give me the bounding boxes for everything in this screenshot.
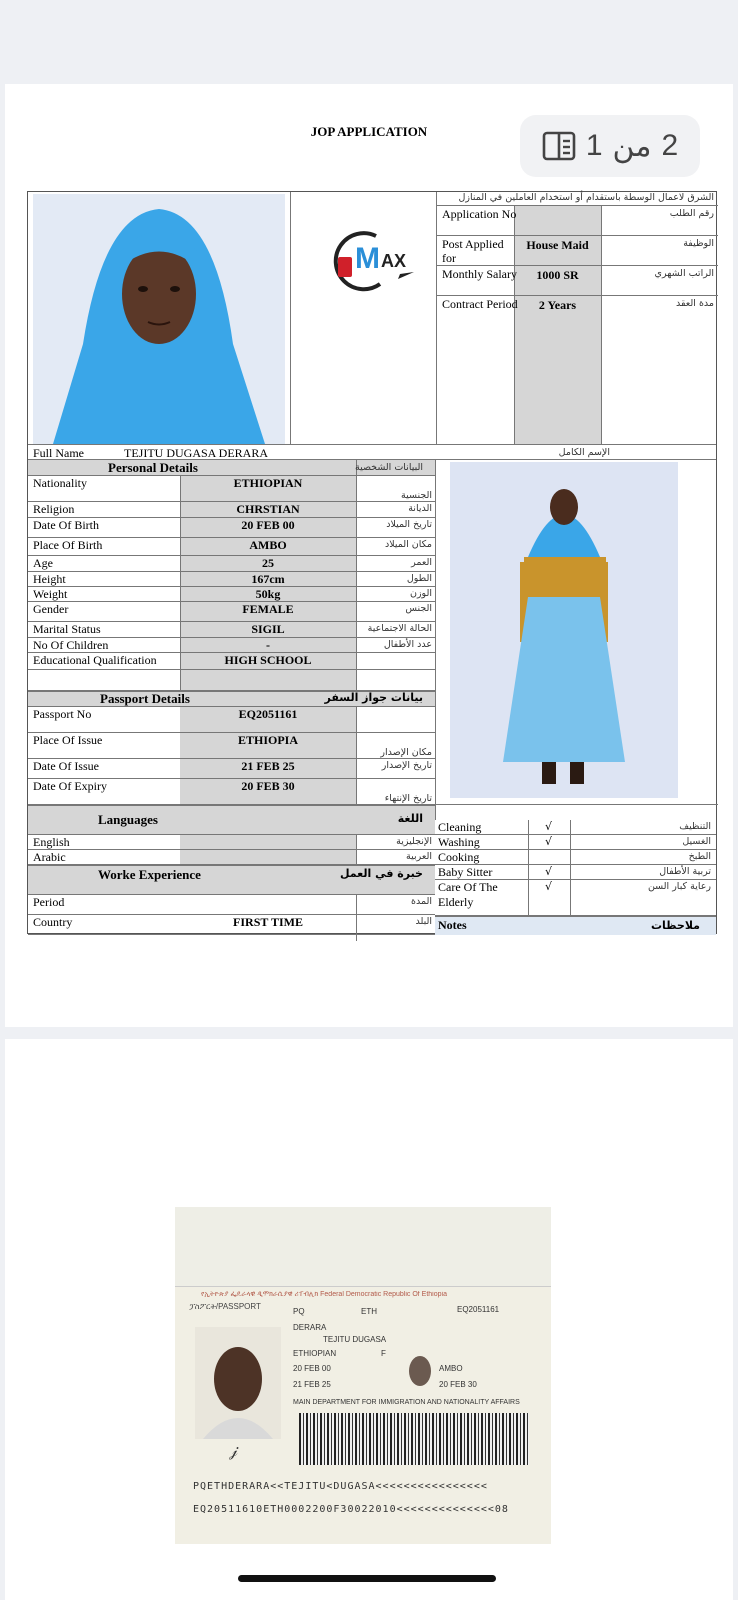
office-name: الشرق لاعمال الوسطة باستقدام أو استخدام العاملين في المنازل (436, 192, 718, 206)
personal-8-ar: الحالة الاجتماعية (367, 623, 432, 634)
logo-text: AX (381, 251, 407, 271)
skill-label: Care Of The Elderly (438, 880, 498, 909)
page-separator: من (612, 129, 652, 163)
personal-3-ar: مكان الميلاد (384, 539, 432, 550)
passport-details-header (28, 691, 435, 707)
passport-nationality: ETHIOPIAN (293, 1349, 337, 1358)
passport-2-row (28, 759, 435, 779)
full-name-value: TEJITU DUGASA DERARA (124, 446, 268, 460)
passport-1-row (28, 733, 435, 759)
languages-title: Languages (98, 812, 158, 827)
skill-check-icon: √ (545, 820, 553, 833)
passport-3-value: 20 FEB 30 (241, 779, 295, 793)
personal-0-value: ETHIOPIAN (233, 476, 303, 490)
personal-10-value: HIGH SCHOOL (224, 653, 312, 667)
personal-0-ar: الجنسية (401, 490, 432, 501)
personal-3-row (28, 538, 435, 556)
personal-5-value: 167cm (251, 572, 285, 586)
personal-5-row (28, 572, 435, 587)
skill-row-1 (435, 835, 716, 850)
passport-1-value: ETHIOPIA (237, 733, 298, 747)
page-total: 2 (661, 129, 679, 162)
passport-photo (195, 1327, 281, 1439)
passport-dob: 20 FEB 00 (293, 1364, 331, 1373)
experience-1-row (28, 915, 435, 935)
document-page-2 (5, 1039, 733, 1600)
experience-title-ar: خبرة في العمل (339, 867, 423, 880)
passport-0-ar (356, 708, 435, 721)
passport-barcode (299, 1413, 529, 1465)
skill-ar: رعاية كبار السن (647, 881, 711, 892)
salary-ar: الراتب الشهري (654, 268, 714, 279)
personal-9-row (28, 638, 435, 653)
skill-label: Washing (438, 835, 480, 849)
personal-3-value: AMBO (249, 538, 287, 552)
salary-row (436, 266, 718, 296)
skill-row-3 (435, 865, 716, 880)
contract-label: Contract Period (442, 297, 518, 311)
personal-1-ar: الديانة (408, 503, 432, 514)
salary-label: Monthly Salary (442, 267, 517, 281)
passport-pob: AMBO (439, 1364, 463, 1373)
personal-6-value: 50kg (255, 587, 281, 601)
mrz-line-1: PQETHDERARA<<TEJITU<DUGASA<<<<<<<<<<<<<<<< (193, 1481, 488, 1492)
passport-surname: DERARA (293, 1323, 327, 1332)
language-0-row (28, 835, 435, 850)
experience-0-ar: المدة (411, 896, 432, 907)
personal-1-row (28, 502, 435, 518)
personal-10-label: Educational Qualification (33, 653, 157, 667)
personal-4-ar: العمر (411, 557, 432, 568)
personal-details-title-ar: البيانات الشخصية (354, 462, 423, 473)
skill-check-icon: √ (545, 880, 553, 893)
personal-2-ar: تاريخ الميلاد (386, 519, 432, 530)
passport-1-ar: مكان الإصدار (380, 747, 432, 758)
passport-number: EQ2051161 (457, 1305, 500, 1314)
skill-check-icon: √ (545, 865, 553, 878)
personal-9-value: - (266, 638, 270, 652)
portrait-photo (33, 194, 285, 444)
passport-country-code: ETH (361, 1307, 377, 1316)
full-name-label: Full Name (33, 446, 84, 460)
personal-7-value: FEMALE (242, 602, 294, 616)
passport-ghost-photo (403, 1351, 437, 1397)
full-name-row (28, 444, 716, 460)
passport-0-value: EQ2051161 (238, 707, 298, 721)
experience-0-row (28, 895, 435, 915)
application-form (27, 191, 717, 934)
personal-spacer-row (28, 670, 435, 691)
personal-8-row (28, 622, 435, 638)
experience-1-value: FIRST TIME (233, 915, 303, 929)
personal-8-label: Marital Status (33, 622, 101, 636)
passport-1-label: Place Of Issue (33, 733, 103, 747)
experience-1-label: Country (33, 915, 73, 929)
passport-header: የኢትዮጵያ ፌዴራላዊ ዲሞክራሲያዊ ሪፐብሊክ Federal Democratic Republic Of Ethiopia (201, 1291, 447, 1298)
experience-1-ar: البلد (415, 916, 432, 927)
skill-label: Cleaning (438, 820, 482, 834)
passport-0-row (28, 707, 435, 733)
language-1-ar: العربية (406, 851, 432, 862)
notes-label: Notes (438, 918, 467, 932)
contract-value: 2 Years (538, 298, 577, 312)
passport-doc-label: ፓስፖርት/PASSPORT (189, 1302, 261, 1311)
passport-details-title: Passport Details (100, 691, 190, 706)
full-body-photo (450, 462, 678, 798)
passport-authority: MAIN DEPARTMENT FOR IMMIGRATION AND NATIONALITY AFFAIRS (293, 1399, 520, 1406)
personal-0-row (28, 476, 435, 502)
language-1-label: Arabic (33, 850, 66, 864)
post-ar: الوظيفة (683, 238, 714, 249)
passport-2-label: Date Of Issue (33, 759, 99, 773)
personal-1-value: CHRSTIAN (236, 502, 300, 516)
personal-2-value: 20 FEB 00 (241, 518, 295, 532)
logo-letter: M (355, 242, 380, 275)
home-indicator[interactable] (238, 1575, 496, 1582)
signature-icon: 𝒿 (229, 1443, 238, 1460)
skill-row-4 (435, 880, 716, 916)
post-row (436, 236, 718, 266)
personal-2-label: Date Of Birth (33, 518, 99, 532)
personal-6-label: Weight (33, 587, 68, 601)
page-layout-icon (542, 131, 576, 161)
passport-expiry-date: 20 FEB 30 (439, 1380, 477, 1389)
passport-sex: F (381, 1349, 386, 1358)
passport-scan (175, 1207, 551, 1544)
passport-2-value: 21 FEB 25 (241, 759, 295, 773)
contract-row (436, 296, 718, 326)
personal-4-value: 25 (262, 556, 274, 570)
personal-2-row (28, 518, 435, 538)
language-1-row (28, 850, 435, 865)
personal-7-label: Gender (33, 602, 69, 616)
skill-check-icon: √ (545, 835, 553, 848)
personal-details-header (28, 460, 435, 476)
skill-label: Baby Sitter (438, 865, 493, 879)
personal-9-ar: عدد الأطفال (383, 639, 432, 650)
application-no-ar: رقم الطلب (669, 208, 714, 219)
application-no-label: Application No (442, 207, 517, 221)
skill-ar: الغسيل (682, 836, 711, 847)
language-0-ar: الإنجليزية (396, 836, 432, 847)
application-no-row (436, 206, 718, 236)
personal-7-row (28, 602, 435, 622)
experience-header (28, 865, 435, 895)
passport-type: PQ (293, 1307, 305, 1316)
languages-header (28, 805, 435, 835)
experience-title: Worke Experience (98, 867, 201, 882)
passport-2-ar: تاريخ الإصدار (381, 760, 432, 771)
skill-ar: التنظيف (679, 821, 711, 832)
personal-9-label: No Of Children (33, 638, 109, 652)
page-current: 1 (585, 129, 603, 162)
passport-3-ar: تاريخ الإنتهاء (384, 793, 432, 804)
post-label: Post Applied for (442, 237, 504, 265)
experience-0-label: Period (33, 895, 65, 909)
notes-ar: ملاحظات (651, 919, 700, 932)
passport-3-label: Date Of Expiry (33, 779, 107, 793)
personal-details-title: Personal Details (108, 460, 198, 475)
passport-issue-date: 21 FEB 25 (293, 1380, 331, 1389)
full-name-ar: الإسم الكامل (558, 447, 610, 458)
skill-label: Cooking (438, 850, 480, 864)
personal-3-label: Place Of Birth (33, 538, 103, 552)
personal-10-row (28, 653, 435, 670)
mrz-line-2: EQ20511610ETH0002200F30022010<<<<<<<<<<<<<<08 (193, 1504, 509, 1515)
personal-4-label: Age (33, 556, 53, 570)
personal-6-ar: الوزن (409, 588, 432, 599)
skill-ar: الطبخ (688, 851, 711, 862)
notes-box (435, 916, 716, 935)
personal-1-label: Religion (33, 502, 75, 516)
page-counter[interactable] (520, 115, 700, 177)
contract-ar: مدة العقد (676, 298, 714, 309)
passport-given-names: TEJITU DUGASA (323, 1335, 387, 1344)
company-logo (324, 222, 420, 302)
document-page-1 (5, 84, 733, 1027)
skill-ar: تربية الأطفال (659, 866, 711, 877)
skill-row-0 (435, 820, 716, 835)
languages-title-ar: اللغة (397, 812, 423, 825)
skill-row-2 (435, 850, 716, 865)
personal-4-row (28, 556, 435, 572)
personal-8-value: SIGIL (251, 622, 285, 636)
language-0-label: English (33, 835, 70, 849)
page-title: JOP APPLICATION (310, 124, 428, 139)
salary-value: 1000 SR (536, 268, 579, 282)
post-value: House Maid (526, 238, 589, 252)
passport-0-label: Passport No (33, 707, 92, 721)
personal-0-label: Nationality (33, 476, 87, 490)
passport-details-title-ar: بيانات جواز السفر (324, 691, 423, 704)
personal-5-ar: الطول (406, 573, 432, 584)
personal-5-label: Height (33, 572, 66, 586)
personal-7-ar: الجنس (405, 603, 432, 614)
personal-6-row (28, 587, 435, 602)
passport-3-row (28, 779, 435, 805)
